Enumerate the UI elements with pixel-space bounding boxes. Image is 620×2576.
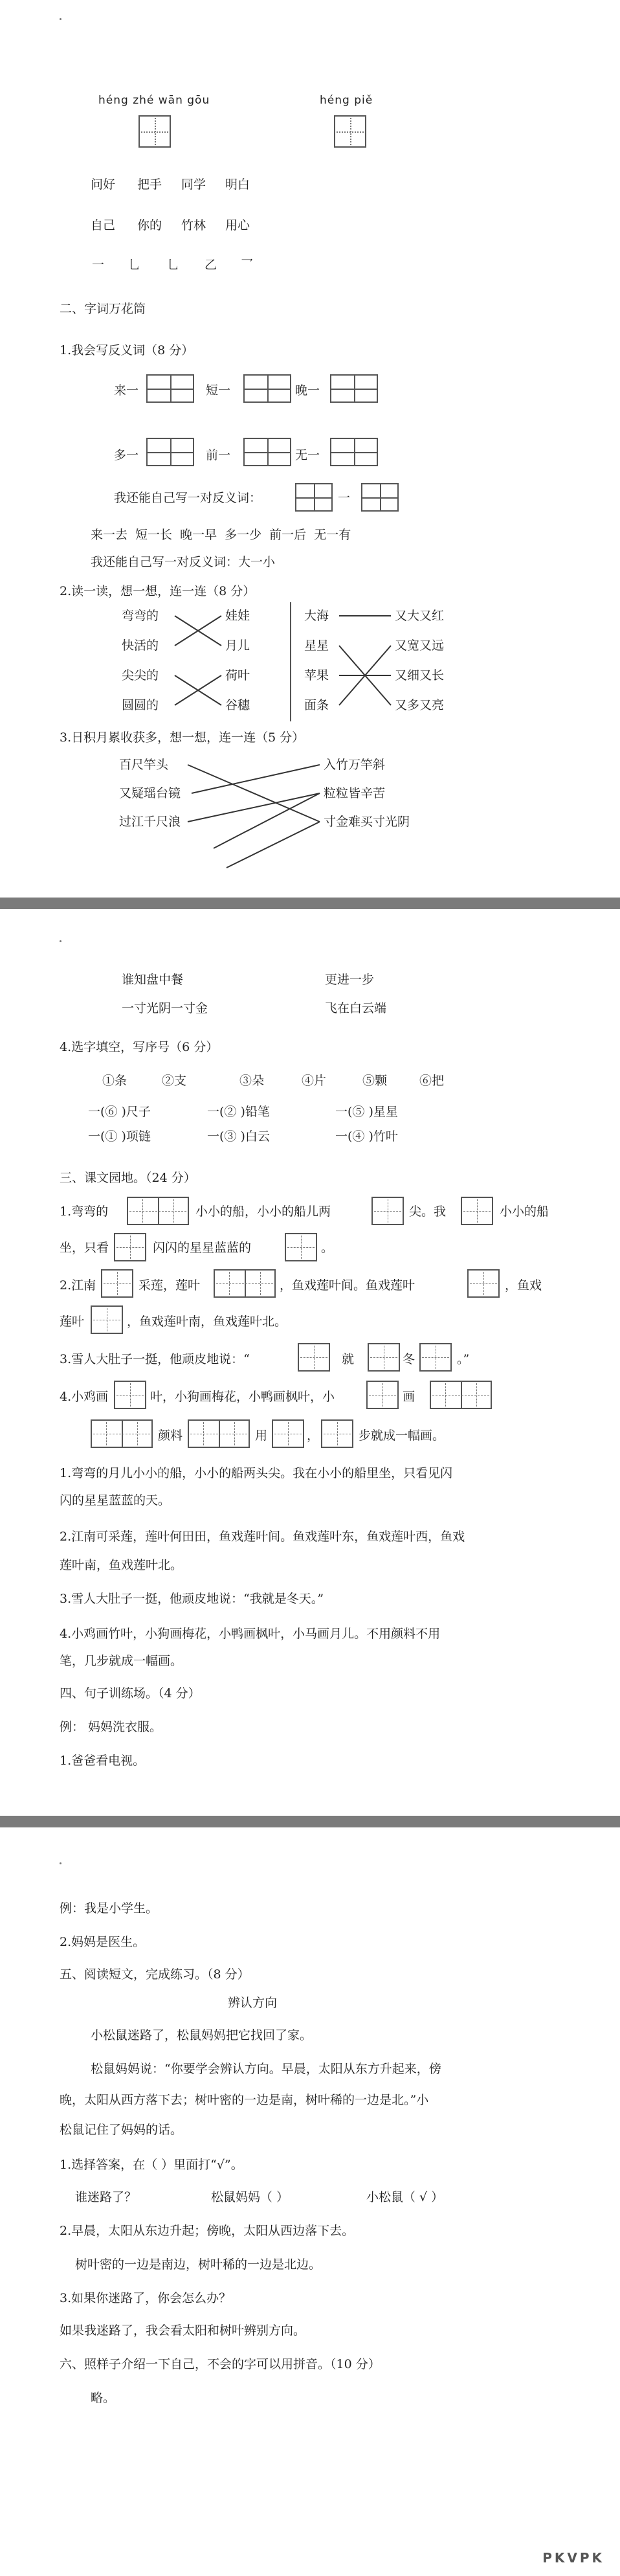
- fill-text: ，: [307, 1429, 320, 1443]
- q2-left-b: 月儿: [225, 638, 250, 653]
- fill-text: 坐，只看: [60, 1241, 109, 1255]
- stroke-item: 一: [92, 258, 105, 272]
- fill-text: 叶，小狗画梅花，小鸭画枫叶，小: [150, 1390, 335, 1404]
- q3-left: 过江千尺浪: [119, 815, 181, 829]
- poem-line: 飞在白云端: [325, 1001, 387, 1015]
- example-sentence: 例： 妈妈洗衣服。: [60, 1720, 162, 1734]
- fill-item: 一(② )铅笔: [207, 1105, 270, 1119]
- fill-text: 4.小鸡画: [60, 1390, 109, 1404]
- poem-line: 一寸光阴一寸金: [122, 1001, 208, 1015]
- q2-right-b: 又大又红: [395, 609, 445, 623]
- q2-left-a: 弯弯的: [122, 609, 159, 623]
- q2-right-a: 大海: [304, 609, 329, 623]
- fill-text: 小小的船: [500, 1204, 549, 1219]
- fill-item: 一(④ )竹叶: [335, 1129, 398, 1144]
- blank-mizige[interactable]: [91, 1419, 153, 1448]
- fill-text: ，鱼戏: [505, 1278, 542, 1293]
- q2-left-a: 尖尖的: [122, 668, 159, 683]
- antonym-prompt: 无一: [295, 448, 320, 462]
- story-title: 辨认方向: [228, 1996, 278, 2010]
- q2-right-b: 又宽又远: [395, 638, 445, 653]
- watermark-logo: PKVPK: [542, 2550, 604, 2566]
- blank-mizige[interactable]: [114, 1381, 146, 1409]
- blank-mizige[interactable]: [91, 1305, 123, 1334]
- q2-left-b: 娃娃: [225, 609, 250, 623]
- option-item: ⑤颗: [362, 1074, 388, 1088]
- match-line: [227, 822, 320, 868]
- answer-text: 闪的星星蓝蓝的天。: [60, 1493, 171, 1508]
- q2-left-b: 谷穗: [225, 698, 250, 712]
- fill-text: 3.雪人大肚子一挺，他顽皮地说：“: [60, 1352, 250, 1366]
- word-item: 同学: [181, 177, 206, 192]
- section-title-2: 二、字词万花筒: [60, 302, 146, 316]
- reading-answer: 如果我迷路了，我会看太阳和树叶辨别方向。: [60, 2323, 306, 2338]
- q3-left: 百尺竿头: [119, 758, 169, 772]
- blank-mizige[interactable]: [467, 1269, 500, 1298]
- option-item: ⑥把: [419, 1074, 445, 1088]
- fill-text: 。”: [457, 1352, 470, 1366]
- question-title-4: 4.选字填空，写序号（6 分）: [60, 1040, 219, 1054]
- fill-text: 2.江南: [60, 1278, 96, 1293]
- option-item: ①条: [102, 1074, 127, 1088]
- stroke-item: 乛: [241, 258, 254, 272]
- reading-choice: 松鼠妈妈（ ）: [211, 2190, 289, 2204]
- q2-right-b: 又多又亮: [395, 698, 445, 712]
- antonym-prompt: 前一: [206, 448, 231, 462]
- word-item: 竹林: [181, 218, 206, 232]
- fill-text: 莲叶: [60, 1315, 85, 1329]
- antonym-prompt: 短一: [206, 383, 231, 398]
- section-title-6: 六、照样子介绍一下自己，不会的字可以用拼音。（10 分）: [60, 2357, 381, 2371]
- blank-mizige[interactable]: [371, 1197, 404, 1225]
- sentence-item: 1.爸爸看电视。: [60, 1754, 146, 1768]
- stroke-item: 乚: [167, 258, 180, 272]
- reading-question: 1.选择答案，在（ ）里面打“√”。: [60, 2158, 243, 2172]
- poem-line: 更进一步: [325, 973, 375, 987]
- q2-right-a: 面条: [304, 698, 329, 712]
- fill-text: 画: [403, 1390, 415, 1404]
- match-line: [192, 765, 320, 793]
- blank-mizige[interactable]: [430, 1381, 492, 1409]
- blank-mizige[interactable]: [461, 1197, 493, 1225]
- fill-text: 用: [255, 1429, 268, 1443]
- q3-right: 寸金难买寸光阴: [324, 815, 410, 829]
- dash: 一: [338, 491, 351, 505]
- answer-text: 2.江南可采莲，莲叶何田田，鱼戏莲叶间。鱼戏莲叶东，鱼戏莲叶西，鱼戏: [60, 1530, 465, 1544]
- blank-mizige[interactable]: [214, 1269, 276, 1298]
- omitted-answer: 略。: [91, 2391, 116, 2405]
- fill-text: 。: [321, 1241, 334, 1255]
- fill-text: ，鱼戏莲叶南，鱼戏莲叶北。: [127, 1315, 287, 1329]
- question-title-1: 1.我会写反义词（8 分）: [60, 343, 194, 357]
- match-line: [188, 793, 320, 822]
- stroke-item: 乙: [205, 258, 217, 272]
- blank-mizige[interactable]: [366, 1381, 399, 1409]
- word-item: 自己: [91, 218, 116, 232]
- fill-text: 采莲，莲叶: [138, 1278, 201, 1293]
- q2-left-a: 圆圆的: [122, 698, 159, 712]
- fill-text: 小小的船，小小的船儿两: [195, 1204, 331, 1219]
- fill-text: 尖。我: [409, 1204, 447, 1219]
- antonym-self-answer: 我还能自己写一对反义词：大一小: [91, 555, 276, 569]
- reading-choice: 小松鼠（ √ ）: [366, 2190, 444, 2204]
- antonym-prompt: 多一: [114, 448, 139, 462]
- word-item: 用心: [225, 218, 250, 232]
- reading-answer: 2.早晨，太阳从东边升起；傍晚，太阳从西边落下去。: [60, 2224, 355, 2238]
- fill-item: 一(① )项链: [88, 1129, 151, 1144]
- blank-mizige[interactable]: [101, 1269, 133, 1298]
- answer-text: 莲叶南，鱼戏莲叶北。: [60, 1558, 183, 1572]
- page-mark: [60, 940, 61, 942]
- reading-answer: 树叶密的一边是南边，树叶稀的一边是北边。: [75, 2257, 322, 2272]
- word-item: 明白: [225, 177, 250, 192]
- word-item: 问好: [91, 177, 116, 192]
- page-separator: [0, 1816, 620, 1827]
- answer-text: 4.小鸡画竹叶，小狗画梅花，小鸭画枫叶，小马画月儿。不用颜料不用: [60, 1627, 441, 1641]
- q2-right-a: 星星: [304, 638, 329, 653]
- blank-mizige[interactable]: [188, 1419, 250, 1448]
- blank-mizige[interactable]: [321, 1419, 353, 1448]
- story-paragraph: 小松鼠迷路了，松鼠妈妈把它找回了家。: [91, 2028, 313, 2042]
- fill-text: 冬: [403, 1352, 415, 1366]
- q2-right-a: 苹果: [304, 668, 329, 683]
- question-title-2: 2.读一读，想一想，连一连（8 分）: [60, 584, 256, 598]
- example-sentence: 例：我是小学生。: [60, 1901, 159, 1915]
- fill-text: 1.弯弯的: [60, 1204, 109, 1219]
- blank-mizige[interactable]: [419, 1343, 452, 1372]
- self-write-prompt: 我还能自己写一对反义词：: [114, 491, 262, 505]
- page-mark: [60, 1862, 61, 1864]
- pinyin-heng-pie: héng piě: [320, 94, 373, 107]
- fill-text: 颜料: [158, 1429, 183, 1443]
- story-paragraph: 晚，太阳从西方落下去；树叶密的一边是南，树叶稀的一边是北。”小: [60, 2093, 429, 2107]
- answer-text: 笔，几步就成一幅画。: [60, 1654, 183, 1668]
- blank-mizige[interactable]: [298, 1343, 330, 1372]
- option-item: ④片: [302, 1074, 327, 1088]
- section-title-4: 四、句子训练场。（4 分）: [60, 1686, 201, 1700]
- reading-question: 3.如果你迷路了，你会怎么办？: [60, 2291, 232, 2305]
- stroke-item: 乚: [128, 258, 141, 272]
- q2-left-b: 荷叶: [225, 668, 250, 683]
- answer-text: 1.弯弯的月儿小小的船，小小的船两头尖。我在小小的船里坐，只看见闪: [60, 1466, 453, 1480]
- q3-left: 又疑瑶台镜: [119, 786, 181, 800]
- poem-line: 谁知盘中餐: [122, 973, 184, 987]
- option-item: ③朵: [239, 1074, 265, 1088]
- blank-mizige[interactable]: [127, 1197, 189, 1225]
- option-item: ②支: [162, 1074, 187, 1088]
- q2-left-a: 快活的: [122, 638, 159, 653]
- section-title-3: 三、课文园地。（24 分）: [60, 1171, 196, 1185]
- page-separator: [0, 898, 620, 909]
- story-paragraph: 松鼠记住了妈妈的话。: [60, 2123, 183, 2137]
- fill-text: 步就成一幅画。: [359, 1429, 445, 1443]
- blank-mizige[interactable]: [114, 1233, 146, 1261]
- match-line: [188, 765, 320, 822]
- pinyin-heng-zhe-wan-gou: héng zhé wān gōu: [98, 94, 210, 107]
- fill-item: 一(③ )白云: [207, 1129, 270, 1144]
- fill-item: 一(⑤ )星星: [335, 1105, 398, 1119]
- matching-lines: [0, 0, 620, 907]
- blank-mizige[interactable]: [272, 1419, 304, 1448]
- blank-mizige[interactable]: [368, 1343, 400, 1372]
- word-item: 把手: [137, 177, 162, 192]
- fill-text: 就: [342, 1352, 355, 1366]
- section-title-5: 五、阅读短文，完成练习。（8 分）: [60, 1967, 250, 1982]
- q3-right: 粒粒皆辛苦: [324, 786, 386, 800]
- q3-right: 入竹万竿斜: [324, 758, 386, 772]
- question-title-3: 3.日积月累收获多，想一想，连一连（5 分）: [60, 730, 305, 745]
- answer-text: 3.雪人大肚子一挺，他顽皮地说：“我就是冬天。”: [60, 1592, 324, 1606]
- antonym-answers: 来一去 短一长 晚一早 多一少 前一后 无一有: [91, 528, 351, 542]
- fill-text: 闪闪的星星蓝蓝的: [153, 1241, 252, 1255]
- blank-mizige[interactable]: [285, 1233, 317, 1261]
- sentence-item: 2.妈妈是医生。: [60, 1935, 146, 1949]
- antonym-prompt: 来一: [114, 383, 139, 398]
- story-paragraph: 松鼠妈妈说：“你要学会辨认方向。早晨，太阳从东方升起来，傍: [91, 2062, 441, 2076]
- antonym-prompt: 晚一: [295, 383, 320, 398]
- match-line: [214, 793, 320, 848]
- reading-choice: 谁迷路了？: [75, 2190, 137, 2204]
- word-item: 你的: [137, 218, 162, 232]
- fill-item: 一(⑥ )尺子: [88, 1105, 151, 1119]
- q2-right-b: 又细又长: [395, 668, 445, 683]
- fill-text: ，鱼戏莲叶间。鱼戏莲叶: [280, 1278, 415, 1293]
